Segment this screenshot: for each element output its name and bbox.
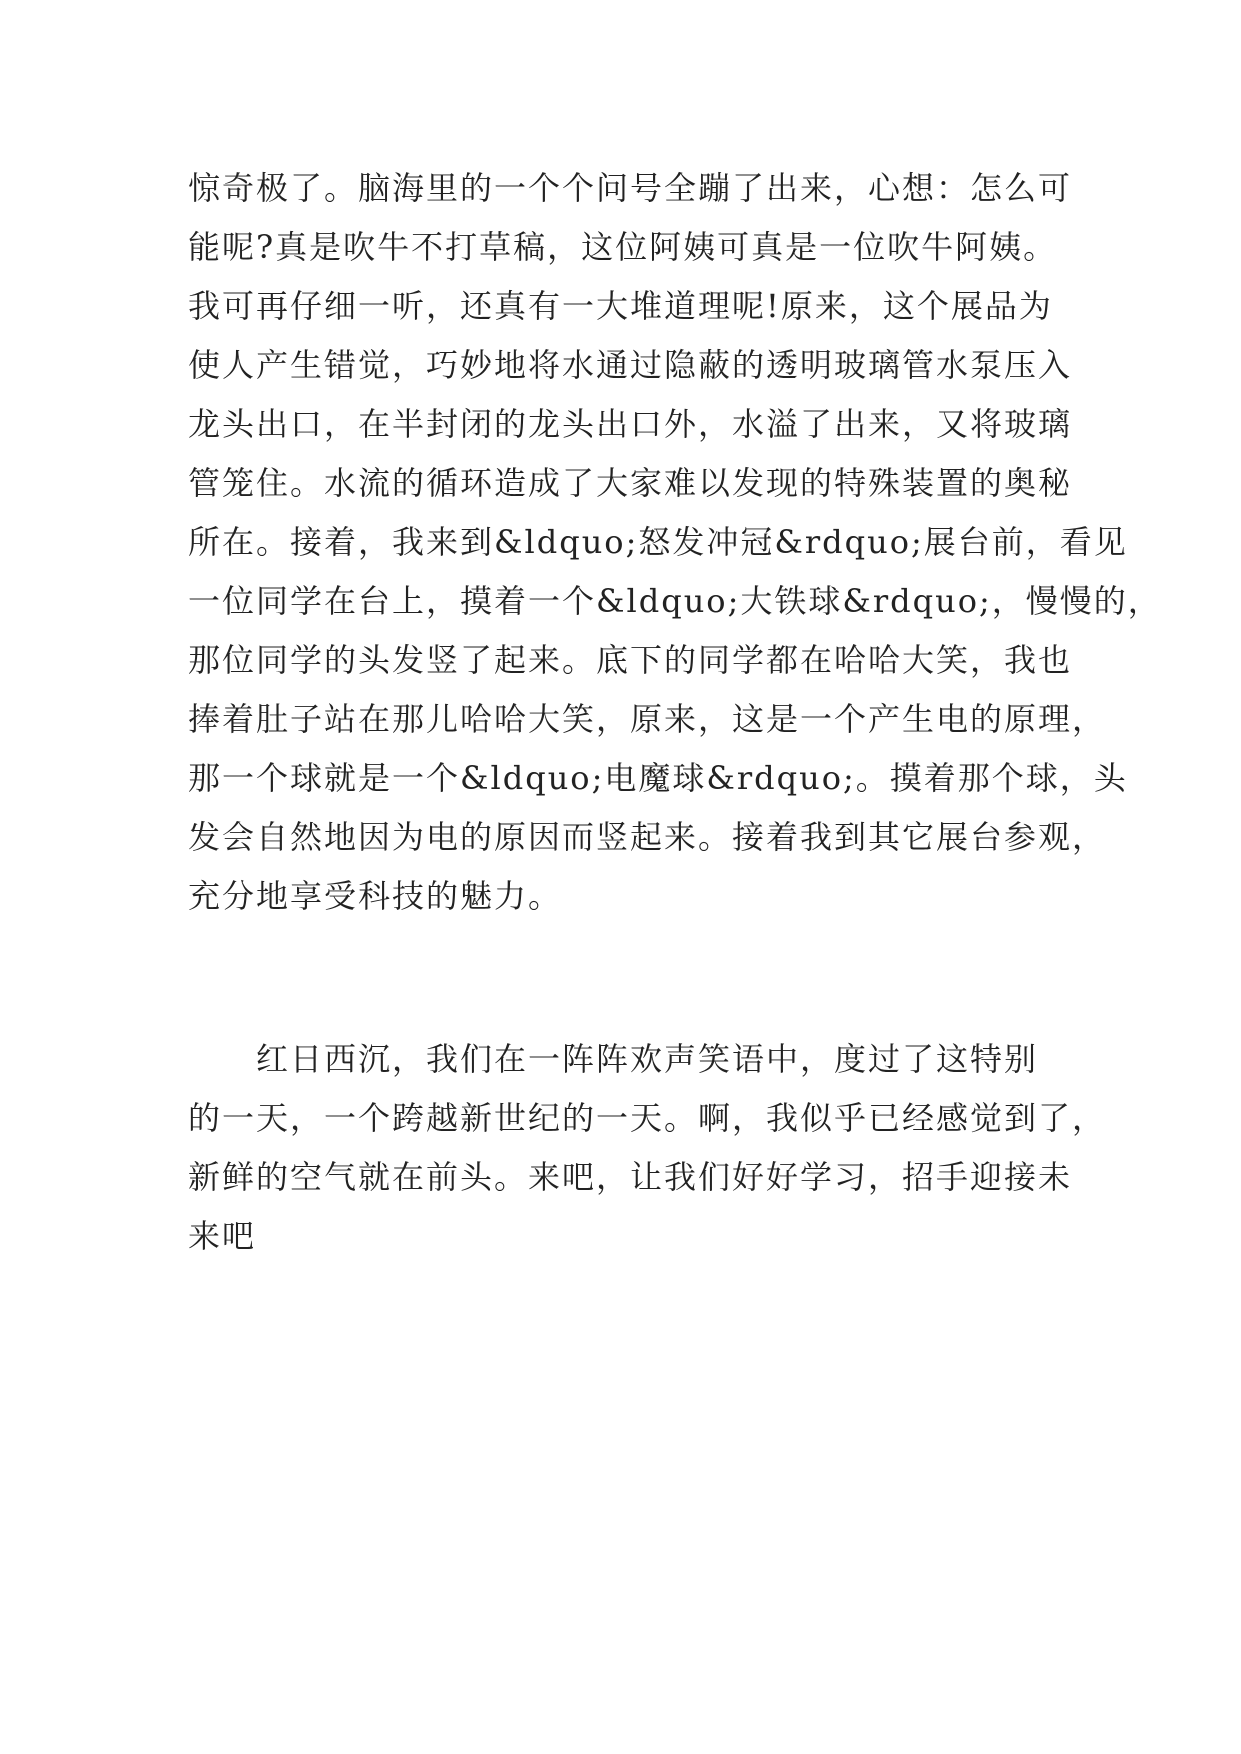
paragraph-line: 能呢?真是吹牛不打草稿，这位阿姨可真是一位吹牛阿姨。 — [188, 228, 1058, 266]
paragraph-line: 来吧 — [188, 1217, 257, 1255]
paragraph-line: 龙头出口，在半封闭的龙头出口外，水溢了出来，又将玻璃 — [188, 405, 1073, 443]
paragraph-line: 一位同学在台上，摸着一个&ldquo;大铁球&rdquo;，慢慢的， — [188, 582, 1162, 620]
paragraph-line: 惊奇极了。脑海里的一个个问号全蹦了出来，心想：怎么可 — [188, 169, 1073, 207]
paragraph-line: 充分地享受科技的魅力。 — [188, 877, 563, 915]
paragraph-line: 那位同学的头发竖了起来。底下的同学都在哈哈大笑，我也 — [188, 641, 1073, 679]
paragraph-line: 的一天，一个跨越新世纪的一天。啊，我似乎已经感觉到了， — [188, 1099, 1107, 1137]
paragraph-line: 所在。接着，我来到&ldquo;怒发冲冠&rdquo;展台前，看见 — [188, 523, 1128, 561]
paragraph-line: 红日西沉，我们在一阵阵欢声笑语中，度过了这特别 — [188, 1040, 1039, 1078]
paragraph-line: 那一个球就是一个&ldquo;电魔球&rdquo;。摸着那个球，头 — [188, 759, 1128, 797]
paragraph-line: 管笼住。水流的循环造成了大家难以发现的特殊装置的奥秘 — [188, 464, 1073, 502]
paragraph-line: 我可再仔细一听，还真有一大堆道理呢!原来，这个展品为 — [188, 287, 1053, 325]
paragraph-line: 发会自然地因为电的原因而竖起来。接着我到其它展台参观， — [188, 818, 1107, 856]
paragraph-line: 捧着肚子站在那儿哈哈大笑，原来，这是一个产生电的原理， — [188, 700, 1107, 738]
paragraph-1 — [188, 159, 1162, 926]
paragraph-line: 使人产生错觉，巧妙地将水通过隐蔽的透明玻璃管水泵压入 — [188, 346, 1073, 384]
paragraph-2 — [188, 1030, 1107, 1266]
paragraph-line: 新鲜的空气就在前头。来吧，让我们好好学习，招手迎接未 — [188, 1158, 1073, 1196]
